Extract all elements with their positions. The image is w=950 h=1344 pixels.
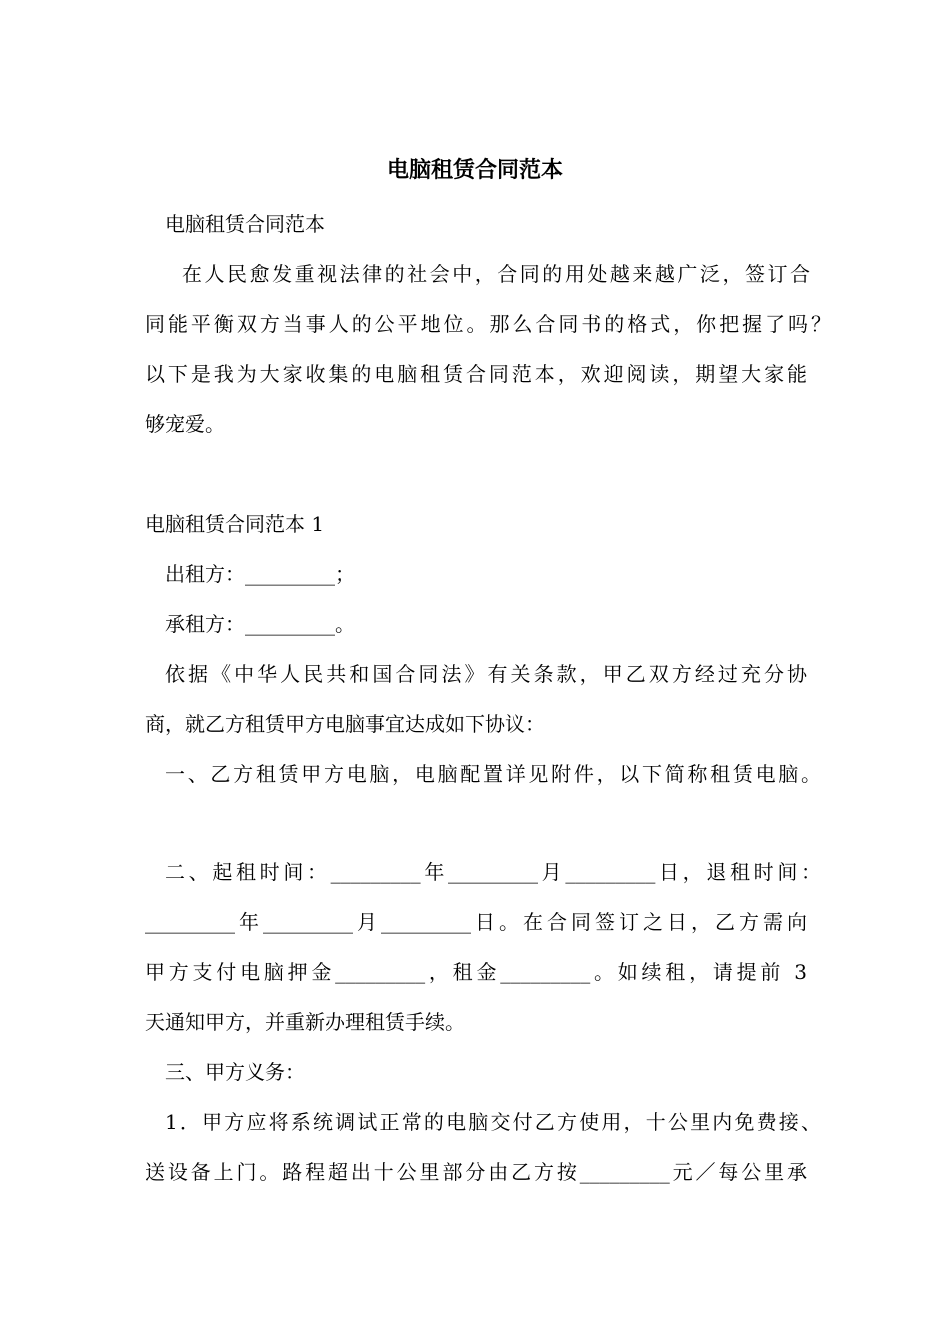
clause-2-line-2: _________年_________月_________日。在合同签订之日，乙方需向 [145,910,807,934]
clause-2-line-1: 二、起租时间：_________年_________月_________日，退租时间： [165,860,821,884]
clause-1: 一、乙方租赁甲方电脑，电脑配置详见附件，以下简称租赁电脑。 [165,762,821,786]
intro-line-3: 以下是我为大家收集的电脑租赁合同范本，欢迎阅读，期望大家能 [145,362,807,386]
subtitle: 电脑租赁合同范本 [165,212,325,236]
clause-3-heading: 三、甲方义务： [165,1060,305,1084]
section-heading: 电脑租赁合同范本 1 [145,512,325,536]
clause-2-line-3: 甲方支付电脑押金_________，租金_________。如续租，请提前 3 [145,960,807,984]
intro-line-1: 在人民愈发重视法律的社会中，合同的用处越来越广泛，签订合 [182,262,810,286]
intro-line-2: 同能平衡双方当事人的公平地位。那么合同书的格式，你把握了吗？ [145,312,831,336]
clause-3-item-1-line-1: 1．甲方应将系统调试正常的电脑交付乙方使用，十公里内免费接、 [165,1110,821,1134]
lessor-line: 出租方：_________； [165,562,355,586]
intro-line-4: 够宠爱。 [145,412,225,436]
lessee-line: 承租方：_________。 [165,612,355,636]
document-title: 电脑租赁合同范本 [386,157,563,183]
basis-line-1: 依据《中华人民共和国合同法》有关条款，甲乙双方经过充分协 [165,662,807,686]
basis-line-2: 商，就乙方租赁甲方电脑事宜达成如下协议： [145,712,545,736]
clause-3-item-1-line-2: 送设备上门。路程超出十公里部分由乙方按_________元／每公里承 [145,1160,807,1184]
clause-2-line-4: 天通知甲方，并重新办理租赁手续。 [145,1010,465,1034]
